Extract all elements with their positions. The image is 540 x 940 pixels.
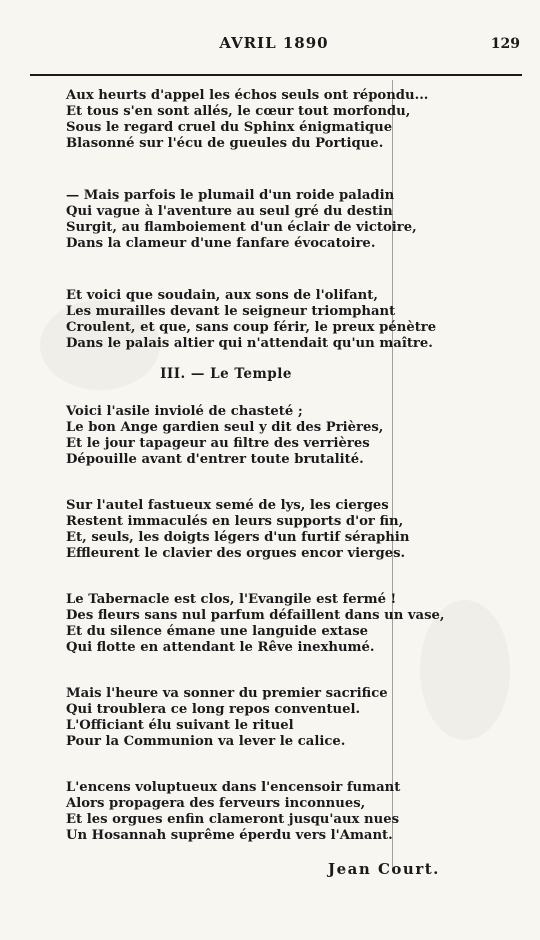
verse-line: L'encens voluptueux dans l'encensoir fumant [66,780,401,795]
stanza [66,188,536,252]
verse-line: Et voici que soudain, aux sons de l'olifant, [66,288,378,303]
verse-line: Dans le palais altier qui n'attendait qu'un maître. [66,336,433,351]
verse-line: Les murailles devant le seigneur triomphant [66,304,396,319]
verse-line: Le bon Ange gardien seul y dit des Prières, [66,420,384,435]
stanza [66,780,536,844]
verse-line: Le Tabernacle est clos, l'Evangile est fermé ! [66,592,397,607]
verse-line: Alors propagera des ferveurs inconnues, [66,796,366,811]
verse-line: Qui flotte en attendant le Rêve inexhumé. [66,640,375,655]
page-header [28,34,520,56]
verse-line: Restent immaculés en leurs supports d'or fin, [66,514,404,529]
verse-line: Blasonné sur l'écu de gueules du Portique. [66,136,384,151]
stanza [66,404,536,468]
stanza [66,88,536,152]
verse-line: Et les orgues enfin clameront jusqu'aux nues [66,812,400,827]
stanza [66,686,536,750]
verse-line: — Mais parfois le plumail d'un roide paladin [66,188,395,203]
verse-line: Surgit, au flamboiement d'un éclair de victoire, [66,220,417,235]
verse-line: Sur l'autel fastueux semé de lys, les cierges [66,498,389,513]
verse-line: Et du silence émane une languide extase [66,624,369,639]
verse-line: Qui vague à l'aventure au seul gré du destin [66,204,393,219]
verse-line: Aux heurts d'appel les échos seuls ont répondu... [66,88,429,103]
running-title: AVRIL 1890 [219,34,329,52]
verse-line: Sous le regard cruel du Sphinx énigmatique [66,120,393,135]
verse-line: Mais l'heure va sonner du premier sacrifice [66,686,388,701]
verse-line: Croulent, et que, sans coup férir, le preux pénètre [66,320,437,335]
stanza [66,288,536,352]
poem-body [66,88,536,844]
page-number: 129 [490,36,520,52]
header-rule [30,74,522,76]
stanza [66,592,536,656]
verse-line: Des fleurs sans nul parfum défaillent dans un vase, [66,608,445,623]
verse-line: Un Hosannah suprême éperdu vers l'Amant. [66,828,393,843]
verse-line: Dépouille avant d'entrer toute brutalité. [66,452,364,467]
verse-line: L'Officiant élu suivant le rituel [66,718,294,733]
verse-line: Et, seuls, les doigts légers d'un furtif séraphin [66,530,410,545]
section-heading: III. — Le Temple [160,366,292,382]
verse-line: Qui troublera ce long repos conventuel. [66,702,361,717]
author-signature: Jean Court. [328,860,440,878]
stanza [66,498,536,562]
verse-line: Et le jour tapageur au filtre des verrières [66,436,370,451]
verse-line: Effleurent le clavier des orgues encor vierges. [66,546,406,561]
verse-line: Voici l'asile inviolé de chasteté ; [66,404,303,419]
verse-line: Et tous s'en sont allés, le cœur tout morfondu, [66,104,411,119]
verse-line: Dans la clameur d'une fanfare évocatoire. [66,236,376,251]
verse-line: Pour la Communion va lever le calice. [66,734,346,749]
